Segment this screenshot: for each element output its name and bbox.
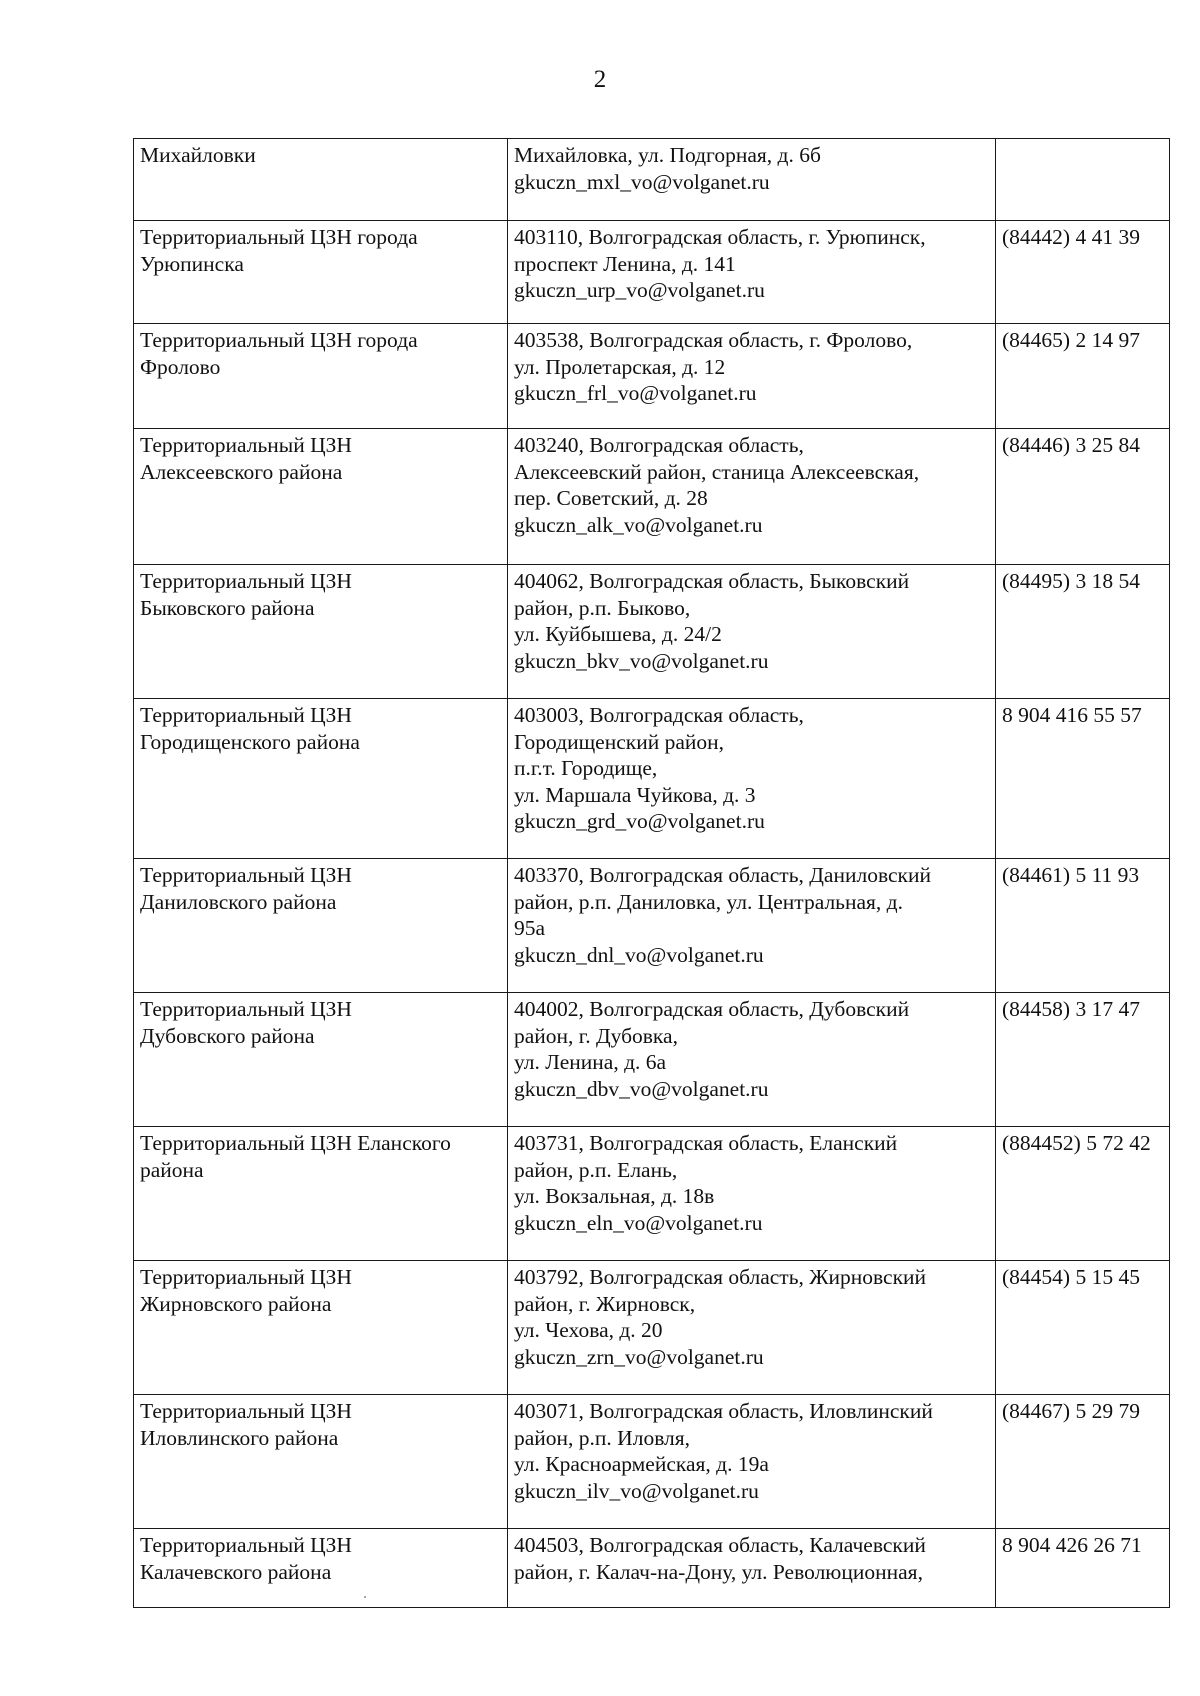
address-line: 404002, Волгоградская область, Дубовский <box>514 997 910 1021</box>
email-address: gkuczn_bkv_vo@volganet.ru <box>514 648 769 673</box>
address-line: район, р.п. Быково, <box>514 595 691 620</box>
center-name-line: Городищенского района <box>140 729 360 754</box>
phone-number: (84495) 3 18 54 <box>1002 569 1140 593</box>
address-cell <box>508 429 996 565</box>
address-line: 403538, Волгоградская область, г. Фролово, <box>514 328 913 352</box>
address-line: 403370, Волгоградская область, Даниловский <box>514 863 931 887</box>
center-name-line: Быковского района <box>140 595 315 620</box>
scan-speck <box>364 1596 366 1598</box>
table-row <box>134 139 1170 221</box>
center-name-cell <box>134 429 508 565</box>
address-line: 403110, Волгоградская область, г. Урюпинск, <box>514 225 926 249</box>
address-line: Алексеевский район, станица Алексеевская, <box>514 459 920 484</box>
table-row <box>134 1529 1170 1608</box>
address-line: ул. Чехова, д. 20 <box>514 1318 663 1342</box>
email-address: gkuczn_ilv_vo@volganet.ru <box>514 1478 759 1503</box>
table-row <box>134 993 1170 1127</box>
center-name-line: Алексеевского района <box>140 459 343 484</box>
center-name-line: Урюпинска <box>140 251 244 276</box>
address-cell <box>508 993 996 1127</box>
table-row <box>134 565 1170 699</box>
phone-cell <box>996 1127 1170 1261</box>
address-line: ул. Красноармейская, д. 19а <box>514 1452 769 1476</box>
address-line: район, г. Калач-на-Дону, ул. Революционная, <box>514 1559 923 1584</box>
email-address: gkuczn_dbv_vo@volganet.ru <box>514 1076 769 1101</box>
phone-number: (84465) 2 14 97 <box>1002 328 1140 352</box>
phone-cell <box>996 565 1170 699</box>
center-name-line: Территориальный ЦЗН Еланского <box>140 1131 451 1155</box>
address-cell <box>508 1261 996 1395</box>
email-address: gkuczn_eln_vo@volganet.ru <box>514 1210 763 1235</box>
address-line: п.г.т. Городище, <box>514 756 658 780</box>
address-line: район, р.п. Елань, <box>514 1157 678 1182</box>
table-row <box>134 699 1170 859</box>
email-address: gkuczn_urp_vo@volganet.ru <box>514 278 765 302</box>
address-line: 403240, Волгоградская область, <box>514 433 804 457</box>
email-address: gkuczn_dnl_vo@volganet.ru <box>514 942 764 967</box>
center-name-line: Жирновского района <box>140 1291 332 1316</box>
center-name-line: Фролово <box>140 354 221 379</box>
address-cell <box>508 221 996 324</box>
table-body <box>134 139 1170 1608</box>
address-line: район, г. Жирновск, <box>514 1291 696 1316</box>
center-name-cell <box>134 1529 508 1608</box>
center-name-cell <box>134 993 508 1127</box>
phone-cell <box>996 993 1170 1127</box>
center-name-cell <box>134 859 508 993</box>
address-line: 404503, Волгоградская область, Калачевский <box>514 1533 926 1557</box>
center-name-line: Территориальный ЦЗН <box>140 997 352 1021</box>
address-line: Городищенский район, <box>514 729 725 754</box>
email-address: gkuczn_alk_vo@volganet.ru <box>514 512 763 537</box>
address-line: район, р.п. Даниловка, ул. Центральная, д. <box>514 889 903 914</box>
table-row <box>134 324 1170 429</box>
phone-number: (884452) 5 72 42 <box>1002 1131 1151 1155</box>
email-address: gkuczn_frl_vo@volganet.ru <box>514 381 757 405</box>
center-name-cell <box>134 324 508 429</box>
phone-cell <box>996 324 1170 429</box>
phone-cell <box>996 859 1170 993</box>
table-row <box>134 1395 1170 1529</box>
center-name-line: Территориальный ЦЗН <box>140 1399 352 1423</box>
center-name-cell <box>134 1395 508 1529</box>
phone-cell <box>996 699 1170 859</box>
address-line: район, р.п. Иловля, <box>514 1425 691 1450</box>
address-line: район, г. Дубовка, <box>514 1023 678 1048</box>
address-line: ул. Маршала Чуйкова, д. 3 <box>514 782 756 807</box>
employment-centers-table <box>133 138 1170 1608</box>
phone-number: (84442) 4 41 39 <box>1002 225 1140 249</box>
center-name-cell <box>134 565 508 699</box>
address-line: 403731, Волгоградская область, Еланский <box>514 1131 898 1155</box>
center-name-cell <box>134 1261 508 1395</box>
center-name-line: Даниловского района <box>140 889 337 914</box>
address-line: 403003, Волгоградская область, <box>514 703 804 727</box>
address-line: пер. Советский, д. 28 <box>514 486 708 510</box>
center-name-line: Калачевского района <box>140 1559 332 1584</box>
table-row <box>134 221 1170 324</box>
address-cell <box>508 1127 996 1261</box>
address-line: Михайловка, ул. Подгорная, д. 6б <box>514 143 821 167</box>
center-name-line: Территориальный ЦЗН <box>140 1265 352 1289</box>
page-number: 2 <box>593 66 607 93</box>
center-name-line: Территориальный ЦЗН <box>140 703 352 727</box>
phone-cell <box>996 1261 1170 1395</box>
address-cell <box>508 699 996 859</box>
address-cell <box>508 1529 996 1608</box>
address-cell <box>508 139 996 221</box>
center-name-cell <box>134 139 508 221</box>
email-address: gkuczn_grd_vo@volganet.ru <box>514 809 765 833</box>
center-name-line: Территориальный ЦЗН города <box>140 225 418 249</box>
center-name-cell <box>134 1127 508 1261</box>
email-address: gkuczn_mxl_vo@volganet.ru <box>514 169 770 194</box>
address-line: ул. Ленина, д. 6а <box>514 1050 667 1074</box>
center-name-line: Михайловки <box>140 143 256 167</box>
table-row <box>134 1261 1170 1395</box>
address-cell <box>508 324 996 429</box>
address-line: 403071, Волгоградская область, Иловлинский <box>514 1399 933 1423</box>
address-line: 404062, Волгоградская область, Быковский <box>514 569 910 593</box>
phone-cell <box>996 429 1170 565</box>
center-name-cell <box>134 699 508 859</box>
address-line: ул. Пролетарская, д. 12 <box>514 354 726 379</box>
phone-number: 8 904 426 26 71 <box>1002 1533 1142 1557</box>
address-line: ул. Куйбышева, д. 24/2 <box>514 622 722 646</box>
center-name-line: Иловлинского района <box>140 1425 339 1450</box>
table-row <box>134 429 1170 565</box>
center-name-cell <box>134 221 508 324</box>
phone-number: 8 904 416 55 57 <box>1002 703 1142 727</box>
address-cell <box>508 1395 996 1529</box>
phone-cell <box>996 1395 1170 1529</box>
address-line: проспект Ленина, д. 141 <box>514 251 736 276</box>
table-row <box>134 1127 1170 1261</box>
email-address: gkuczn_zrn_vo@volganet.ru <box>514 1344 764 1369</box>
phone-cell <box>996 1529 1170 1608</box>
phone-number: (84446) 3 25 84 <box>1002 433 1140 457</box>
phone-number: (84467) 5 29 79 <box>1002 1399 1140 1423</box>
center-name-line: Территориальный ЦЗН <box>140 1533 352 1557</box>
center-name-line: Территориальный ЦЗН города <box>140 328 418 352</box>
phone-number: (84458) 3 17 47 <box>1002 997 1140 1021</box>
center-name-line: Территориальный ЦЗН <box>140 569 352 593</box>
center-name-line: Территориальный ЦЗН <box>140 863 352 887</box>
center-name-line: района <box>140 1157 204 1182</box>
table-row <box>134 859 1170 993</box>
address-line: ул. Вокзальная, д. 18в <box>514 1184 715 1208</box>
phone-cell <box>996 221 1170 324</box>
phone-number: (84454) 5 15 45 <box>1002 1265 1140 1289</box>
phone-cell <box>996 139 1170 221</box>
phone-number: (84461) 5 11 93 <box>1002 863 1140 887</box>
center-name-line: Дубовского района <box>140 1023 315 1048</box>
center-name-line: Территориальный ЦЗН <box>140 433 352 457</box>
address-line: 403792, Волгоградская область, Жирновский <box>514 1265 927 1289</box>
address-cell <box>508 859 996 993</box>
address-line: 95а <box>514 916 546 940</box>
address-cell <box>508 565 996 699</box>
